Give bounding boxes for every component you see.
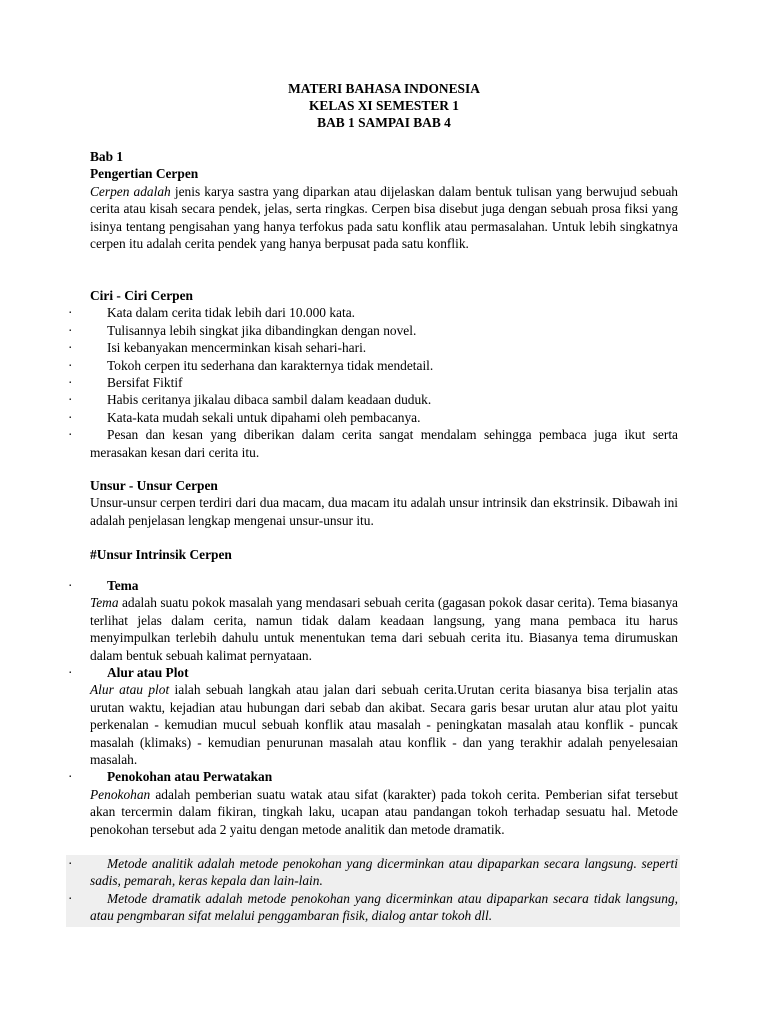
list-item: · Tulisannya lebih singkat jika dibandingkan dengan novel. — [68, 322, 417, 338]
bullet-icon: · — [68, 392, 73, 408]
section-heading-ciri: Ciri - Ciri Cerpen — [90, 288, 194, 303]
section-heading-pengertian: Pengertian Cerpen — [90, 166, 199, 182]
metode-analitik: Metode analitik adalah metode penokohan yang dicerminkan atau dipaparkan secara langsung. seperti sadis, pemarah, keras kepala dan lain-lain. — [90, 856, 678, 889]
list-item: · Pesan dan kesan yang diberikan dalam cerita sangat mendalam sehingga pembaca juga ikut serta merasakan kesan dari cerita itu. — [68, 427, 678, 460]
list-item: · Kata-kata mudah sekali untuk dipahami oleh pembacanya. — [68, 409, 421, 425]
term-penokohan: Penokohan — [90, 786, 151, 802]
section-bab1 — [90, 148, 678, 252]
bullet-icon: · — [68, 322, 73, 338]
header-class: KELAS XI SEMESTER 1 — [309, 98, 459, 113]
bullet-icon: · — [68, 427, 73, 443]
term-cerpen: Cerpen adalah — [90, 183, 171, 199]
bullet-icon: · — [68, 305, 73, 321]
bullet-icon: · — [68, 856, 73, 871]
list-item: · Kata dalam cerita tidak lebih dari 10.000 kata. — [68, 305, 356, 321]
bullet-icon: · — [68, 578, 73, 593]
section-intrinsik — [68, 577, 679, 838]
bullet-icon: · — [68, 409, 73, 425]
list-item: · Tokoh cerpen itu sederhana dan karakternya tidak mendetail. — [68, 357, 434, 373]
list-item: · Bersifat Fiktif — [68, 375, 183, 391]
section-unsur — [90, 477, 678, 529]
subheading-penokohan: · Penokohan atau Perwatakan — [68, 769, 273, 785]
bullet-icon: · — [68, 769, 73, 785]
metode-dramatik: Metode dramatik adalah metode penokohan yang dicerminkan atau dipaparkan secara tidak langsung, atau pengmbaran sifat melalui penggambaran fisik, dialog antar tokoh dll. — [90, 890, 678, 924]
chapter-title: Bab 1 — [90, 149, 124, 164]
term-alur: Alur atau plot — [90, 682, 170, 698]
paragraph-penokohan: Penokohan adalah pemberian suatu watak atau sifat (karakter) pada tokoh cerita. Pemberian sifat tersebut akan tercermin dalam fikiran, tingkah laku, ucapan atau pandangan tokoh terhadap sesuatu hal. Metode penokohan tersebut ada 2 yaitu dengan metode analitik dan metode dramatik. — [90, 786, 678, 837]
list-item — [68, 890, 678, 925]
header-title: MATERI BAHASA INDONESIA — [288, 81, 480, 96]
section-heading-intrinsik: #Unsur Intrinsik Cerpen — [90, 547, 232, 562]
bullet-icon: · — [68, 375, 73, 391]
term-tema: Tema — [90, 595, 119, 611]
list-item: · Habis ceritanya jikalau dibaca sambil dalam keadaan duduk. — [68, 392, 432, 408]
header-chapters: BAB 1 SAMPAI BAB 4 — [317, 115, 451, 130]
paragraph-tema: Tema adalah suatu pokok masalah yang mendasari sebuah cerita (gagasan pokok dasar cerita). Tema biasanya terlihat jelas dalam cerita, namun tidak dalam keadaan langsung, yang mana pembaca itu harus menyimpulkan terlebih dahulu untuk menentukan tema dari sebuah cerita itu. Biasanya tema dirumuskan dalam bentuk sebuah kalimat pernyataan. — [90, 595, 678, 663]
document-header — [0, 80, 768, 131]
paragraph-alur: Alur atau plot ialah sebuah langkah atau jalan dari sebuah cerita.Urutan cerita biasanya bisa terjalin atas urutan waktu, kejadian atau hubungan dari sebab dan akibat. Secara garis besar urutan alur atau plot yaitu perkenalan - kemudian mucul sebuah konflik atau masalah - peningkatan masalah atau konflik - puncak masalah (klimaks) - kemudian penurunan masalah atau konflik - dan yang terakhir adalah penyelesaian masalah. — [90, 682, 679, 768]
bullet-icon: · — [68, 890, 73, 906]
subheading-alur: · Alur atau Plot — [68, 665, 189, 681]
list-item: · Isi kebanyakan mencerminkan kisah sehari-hari. — [68, 340, 367, 356]
list-item — [68, 855, 678, 890]
text-pengertian: jenis karya sastra yang diparkan atau dijelaskan dalam bentuk tulisan yang berwujud sebuah cerita atau kisah secara pendek, jelas, serta ringkas. Cerpen bisa disebut juga dengan sebuah prosa fiksi yang isinya tentang pengisahan yang hanya terfokus pada satu konflik atau permasalahan. Untuk lebih singkatnya cerpen itu adalah cerita pendek yang hanya berpusat pada satu konflik. — [90, 183, 678, 252]
bullet-icon: · — [68, 357, 73, 373]
paragraph-pengertian — [90, 183, 678, 253]
paragraph-unsur: Unsur-unsur cerpen terdiri dari dua macam, dua macam itu adalah unsur intrinsik dan ekstrinsik. Dibawah ini adalah penjelasan lengkap mengenai unsur-unsur itu. — [90, 495, 678, 528]
bullet-icon: · — [68, 340, 73, 356]
section-ciri — [68, 287, 678, 461]
section-heading-unsur: Unsur - Unsur Cerpen — [90, 478, 218, 493]
section-metode — [68, 855, 678, 925]
bullet-icon: · — [68, 665, 73, 681]
section-intrinsik-heading — [90, 546, 678, 563]
subheading-tema: · Tema — [68, 578, 139, 593]
